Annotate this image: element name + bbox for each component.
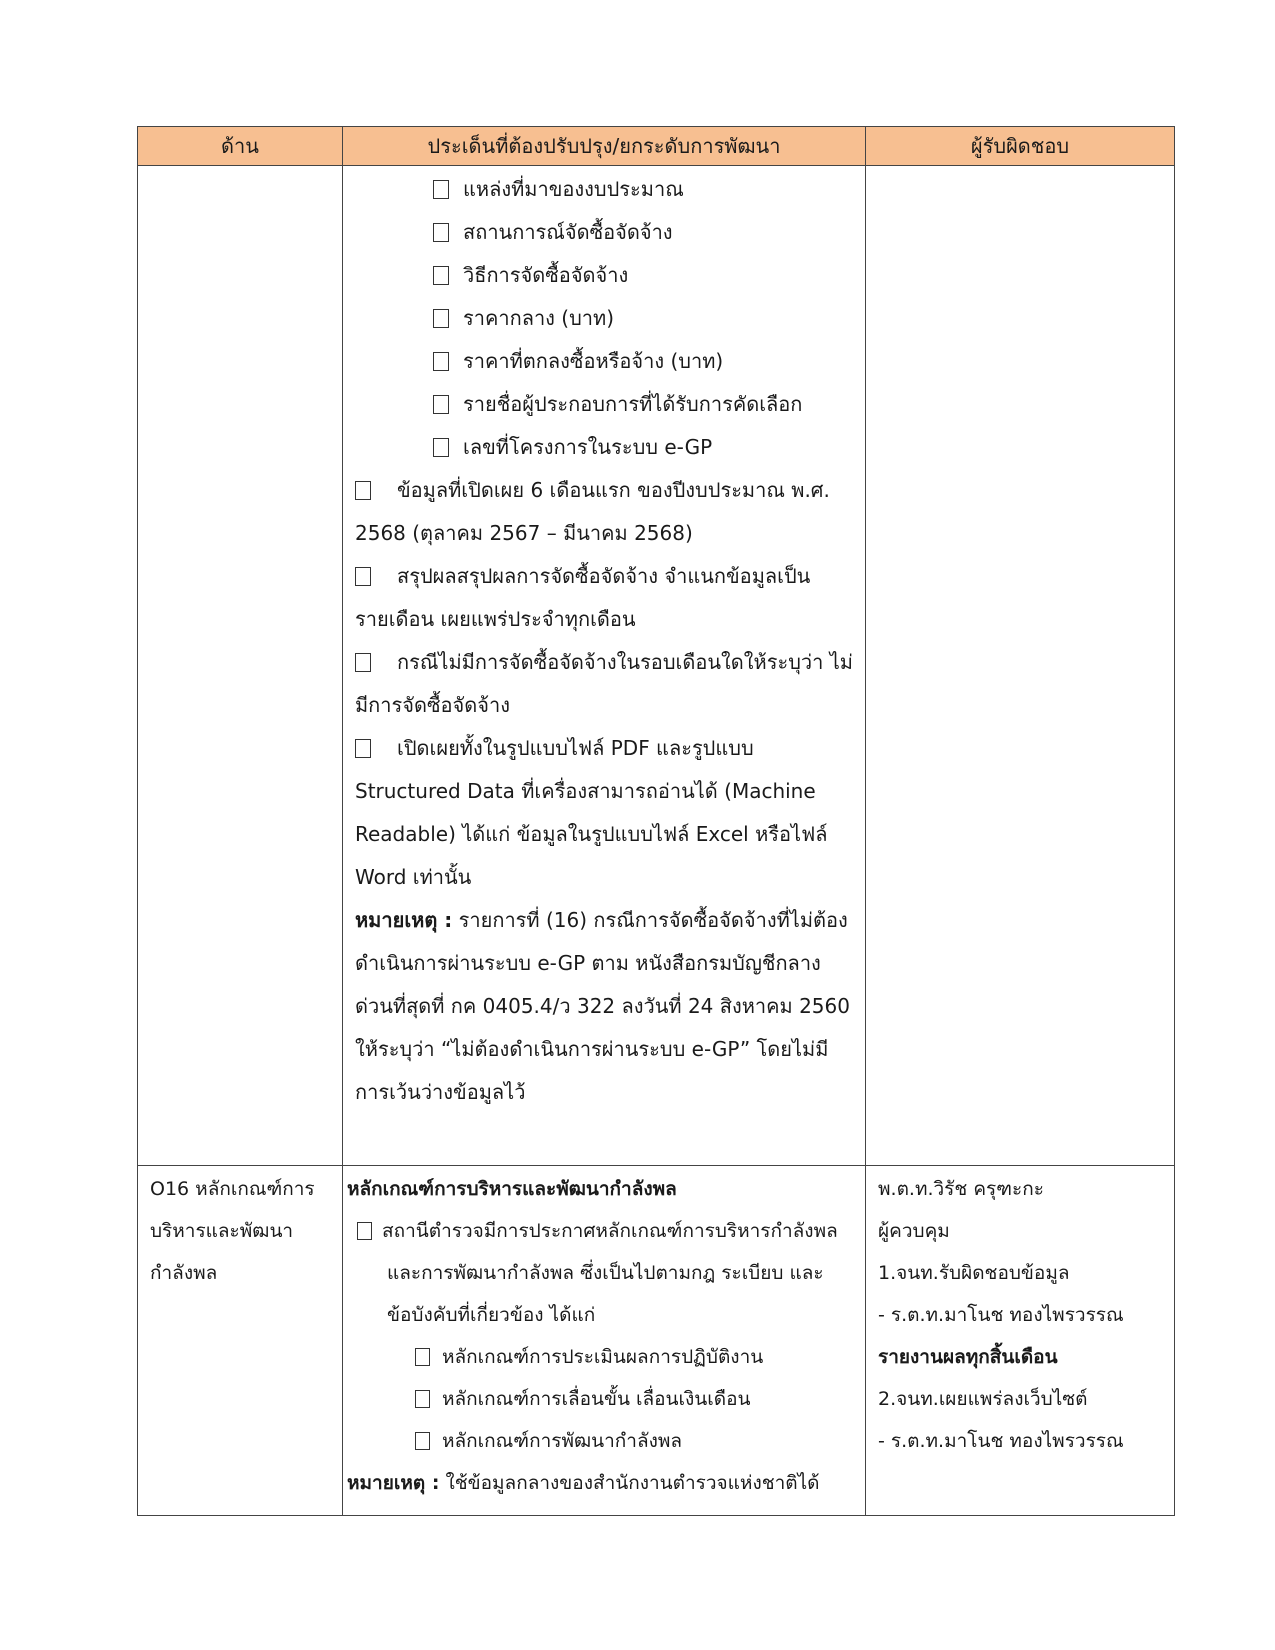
list-item: หลักเกณฑ์การพัฒนากำลังพล bbox=[343, 1420, 865, 1462]
checkbox-icon bbox=[415, 1348, 430, 1366]
list-item: สถานการณ์จัดซื้อจัดจ้าง bbox=[343, 211, 865, 254]
list-item-continuation: ข้อบังคับที่เกี่ยวข้อง ได้แก่ bbox=[387, 1304, 596, 1326]
issues-cell bbox=[343, 1166, 866, 1516]
responsible-cell bbox=[866, 1166, 1175, 1516]
aspect-text: บริหารและพัฒนา bbox=[150, 1220, 294, 1242]
note-line: หมายเหตุ : ใช้ข้อมูลกลางของสำนักงานตำรวจแห่งชาติได้ bbox=[347, 1472, 820, 1494]
list-item: แหล่งที่มาของงบประมาณ bbox=[343, 168, 865, 211]
list-item: รายชื่อผู้ประกอบการที่ได้รับการคัดเลือก bbox=[343, 383, 865, 426]
section-heading: หลักเกณฑ์การบริหารและพัฒนากำลังพล bbox=[347, 1178, 677, 1200]
list-item: วิธีการจัดซื้อจัดจ้าง bbox=[343, 254, 865, 297]
checkbox-icon bbox=[433, 180, 449, 199]
issues-cell bbox=[343, 166, 866, 1166]
list-item-continuation: รายเดือน เผยแพร่ประจำทุกเดือน bbox=[355, 607, 636, 631]
aspect-text: O16 หลักเกณฑ์การ bbox=[150, 1178, 315, 1200]
header-responsible: ผู้รับผิดชอบ bbox=[866, 127, 1175, 166]
responsible-text: - ร.ต.ท.มาโนช ทองไพรวรรณ bbox=[878, 1430, 1124, 1452]
list-item-continuation: และการพัฒนากำลังพล ซึ่งเป็นไปตามกฎ ระเบียบ และ bbox=[387, 1262, 824, 1284]
checkbox-icon bbox=[433, 223, 449, 242]
list-item: เลขที่โครงการในระบบ e-GP bbox=[343, 426, 865, 469]
table-row bbox=[138, 1166, 1175, 1516]
list-item: เปิดเผยทั้งในรูปแบบไฟล์ PDF และรูปแบบ bbox=[343, 727, 865, 770]
responsible-text: ผู้ควบคุม bbox=[878, 1220, 950, 1242]
responsible-text: - ร.ต.ท.มาโนช ทองไพรวรรณ bbox=[878, 1304, 1124, 1326]
checkbox-icon bbox=[433, 395, 449, 414]
table-header-row bbox=[138, 127, 1175, 166]
list-item: ข้อมูลที่เปิดเผย 6 เดือนแรก ของปีงบประมาณ พ.ศ. bbox=[343, 469, 865, 512]
responsible-text: 1.จนท.รับผิดชอบข้อมูล bbox=[878, 1262, 1070, 1284]
checkbox-icon bbox=[355, 739, 371, 758]
list-item: ราคากลาง (บาท) bbox=[343, 297, 865, 340]
note-line: ดำเนินการผ่านระบบ e-GP ตาม หนังสือกรมบัญชีกลาง bbox=[355, 951, 821, 975]
checkbox-icon bbox=[355, 567, 371, 586]
list-item: สถานีตำรวจมีการประกาศหลักเกณฑ์การบริหารกำลังพล bbox=[343, 1210, 865, 1252]
checkbox-icon bbox=[433, 266, 449, 285]
checkbox-icon bbox=[355, 481, 371, 500]
responsible-cell bbox=[866, 166, 1175, 1166]
table-row bbox=[138, 166, 1175, 1166]
responsible-text: 2.จนท.เผยแพร่ลงเว็บไซต์ bbox=[878, 1388, 1088, 1410]
assessment-table bbox=[137, 126, 1175, 1516]
checkbox-icon bbox=[433, 352, 449, 371]
header-aspect: ด้าน bbox=[138, 127, 343, 166]
list-item: หลักเกณฑ์การประเมินผลการปฏิบัติงาน bbox=[343, 1336, 865, 1378]
list-item: ราคาที่ตกลงซื้อหรือจ้าง (บาท) bbox=[343, 340, 865, 383]
list-item-continuation: 2568 (ตุลาคม 2567 – มีนาคม 2568) bbox=[355, 521, 693, 545]
note-line: หมายเหตุ : รายการที่ (16) กรณีการจัดซื้อจัดจ้างที่ไม่ต้อง bbox=[355, 908, 848, 932]
responsible-text: รายงานผลทุกสิ้นเดือน bbox=[878, 1346, 1058, 1368]
header-issues: ประเด็นที่ต้องปรับปรุง/ยกระดับการพัฒนา bbox=[343, 127, 866, 166]
checkbox-icon bbox=[415, 1390, 430, 1408]
list-item-continuation: มีการจัดซื้อจัดจ้าง bbox=[355, 693, 510, 717]
checkbox-icon bbox=[415, 1432, 430, 1450]
list-item: กรณีไม่มีการจัดซื้อจัดจ้างในรอบเดือนใดให้ระบุว่า ไม่ bbox=[343, 641, 865, 684]
aspect-cell bbox=[138, 166, 343, 1166]
list-item-continuation: Readable) ได้แก่ ข้อมูลในรูปแบบไฟล์ Excel หรือไฟล์ bbox=[355, 822, 828, 846]
checkbox-icon bbox=[357, 1222, 372, 1240]
aspect-text: กำลังพล bbox=[150, 1262, 218, 1284]
responsible-text: พ.ต.ท.วิรัช ครุฑะกะ bbox=[878, 1178, 1044, 1200]
note-line: การเว้นว่างข้อมูลไว้ bbox=[355, 1080, 526, 1104]
list-item-continuation: Structured Data ที่เครื่องสามารถอ่านได้ (Machine bbox=[355, 779, 816, 803]
list-item: สรุปผลสรุปผลการจัดซื้อจัดจ้าง จำแนกข้อมูลเป็น bbox=[343, 555, 865, 598]
aspect-cell bbox=[138, 1166, 343, 1516]
checkbox-icon bbox=[433, 438, 449, 457]
note-line: ด่วนที่สุดที่ กค 0405.4/ว 322 ลงวันที่ 24 สิงหาคม 2560 bbox=[355, 994, 850, 1018]
checkbox-icon bbox=[355, 653, 371, 672]
list-item: หลักเกณฑ์การเลื่อนขั้น เลื่อนเงินเดือน bbox=[343, 1378, 865, 1420]
note-line: ให้ระบุว่า “ไม่ต้องดำเนินการผ่านระบบ e-GP” โดยไม่มี bbox=[355, 1037, 829, 1061]
checkbox-icon bbox=[433, 309, 449, 328]
list-item-continuation: Word เท่านั้น bbox=[355, 865, 472, 889]
